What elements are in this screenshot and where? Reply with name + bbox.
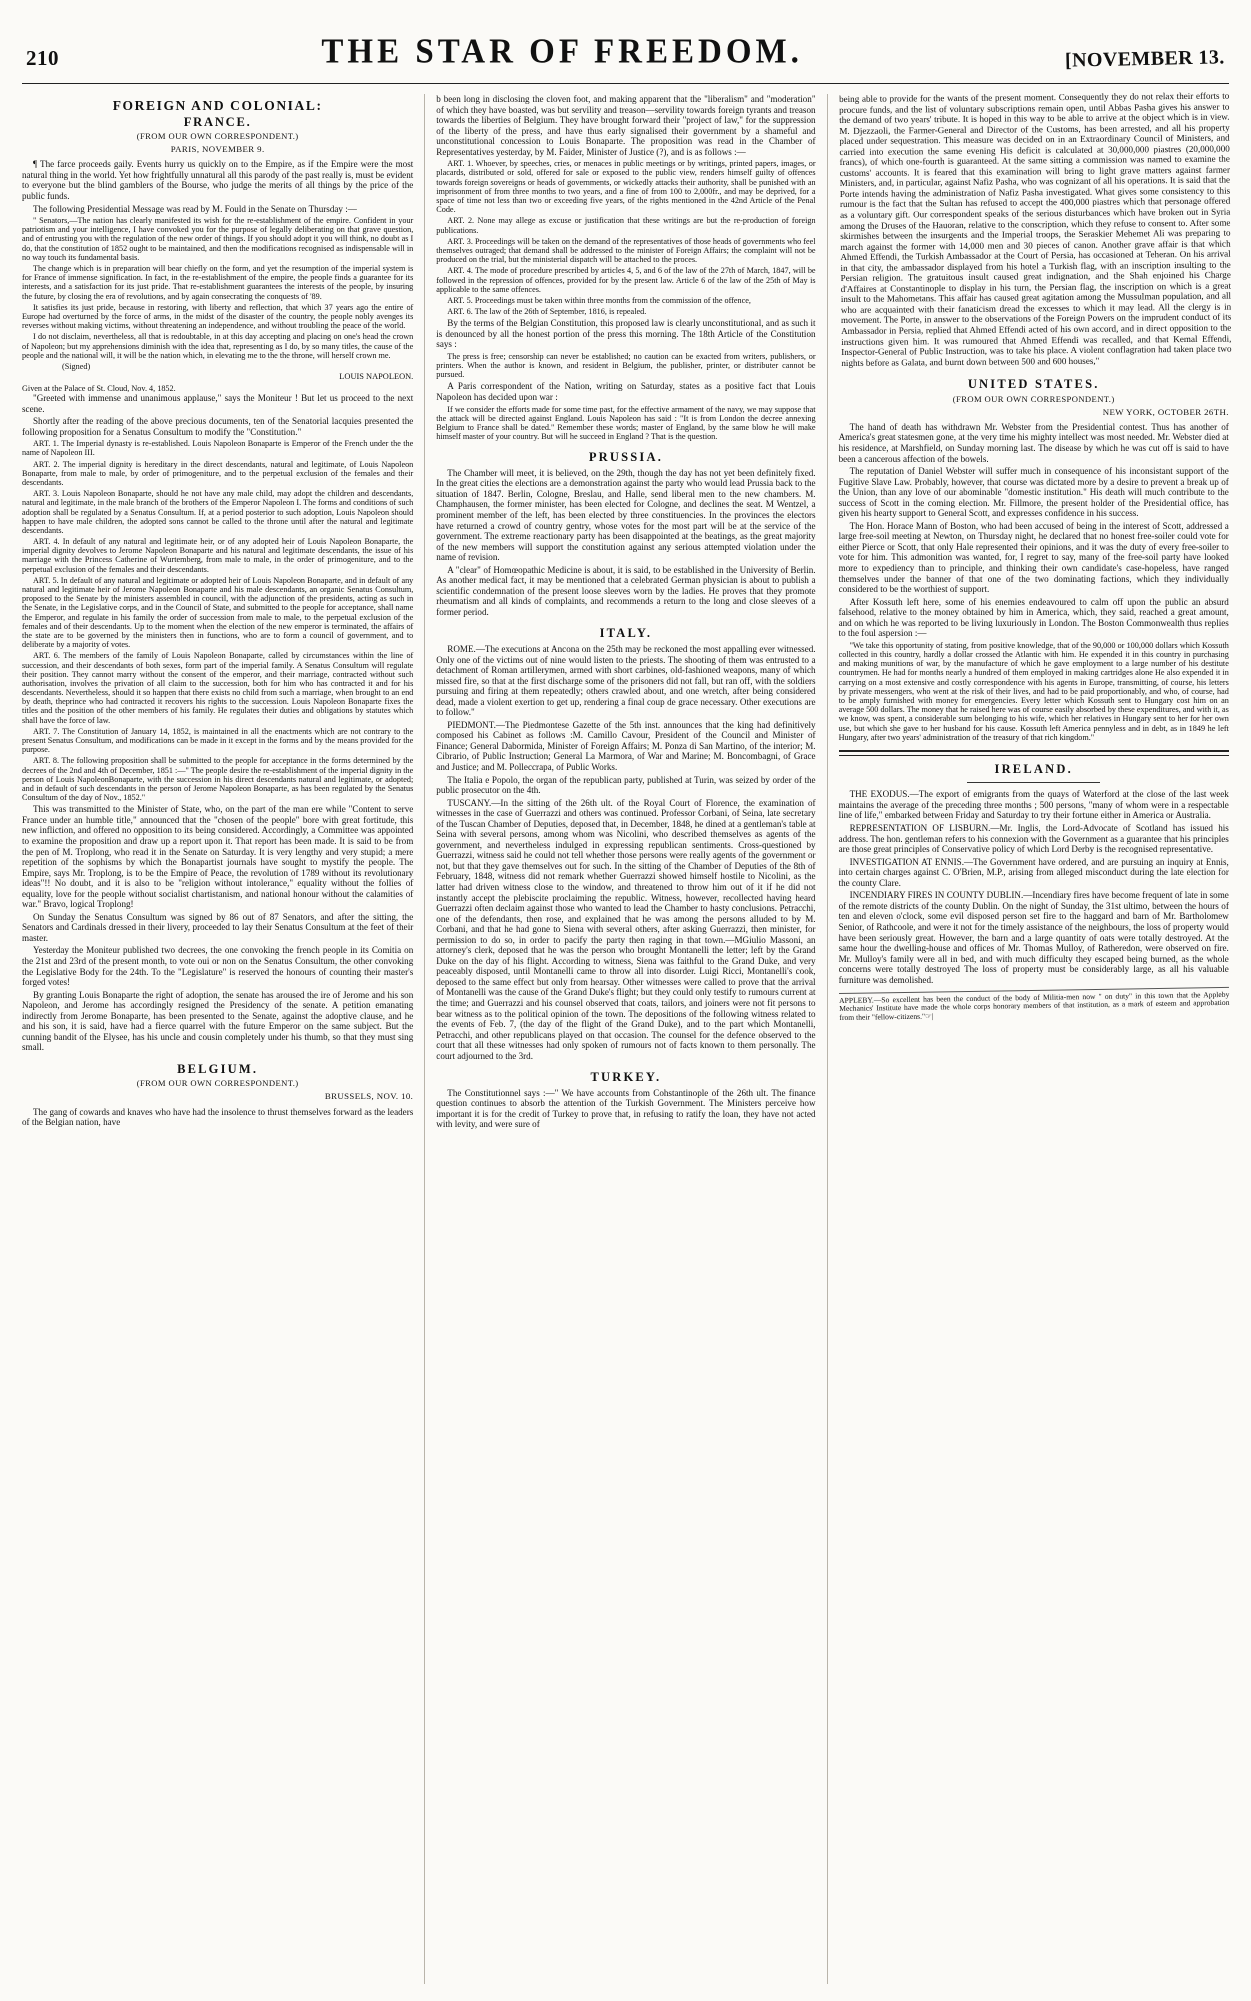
column-1 (22, 94, 424, 1984)
article-paragraph: INVESTIGATION AT ENNIS.—The Government have ordered, and are pursuing an inquiry at Ennis, into certain charges against C. O'Brien, M.P., arising from alleged misconduct during the late election for the county Clare. (838, 856, 1229, 888)
article-paragraph: THE EXODUS.—The export of emigrants from the quays of Waterford at the close of the last week maintains the average of the preceding three months ; 500 persons, "many of whom were in a respectable line of life," embarked between Friday and Saturday to try their fortune either in America or Australia. (838, 789, 1229, 821)
correspondent-note: (FROM OUR OWN CORRESPONDENT.) (952, 393, 1115, 404)
article-paragraph: I do not disclaim, nevertheless, all that is redoubtable, in at this day accepting and placing on one's head the crown of Napoleon; but my apprehensions diminish with the idea that, representing as I do, by so many titles, the cause of the people and the national will, it will be the nation which, in elevating me to the the throne, will herself crown me. (22, 332, 414, 360)
article-clause: ART. 1. The Imperial dynasty is re-established. Louis Napoleon Bonaparte is Emperor of the French under the the name of Napoleon III. (22, 439, 414, 458)
article-clause: ART. 7. The Constitution of January 14, 1852, is maintained in all the enactments which are not contrary to the present Senatus Consultum, and modifications can be made in it except in the forms and by the means provided for the purpose. (22, 726, 414, 755)
article-clause: ART. 4. In default of any natural and legitimate heir, or of any adopted heir of Louis Napoleon Bonaparte, the imperial dignity devolves to Jerome Napoleon Bonaparte and his natural and legitimate descendants, the issue of his marriage with the Princess Catherine of Wurtemberg, from male to male, in the order of primogeniture, and to the perpetual exclusion of the females and their descendants. (22, 537, 414, 574)
article-paragraph: INCENDIARY FIRES IN COUNTY DUBLIN.—Incendiary fires have become frequent of late in some of the remote districts of the county Dublin. On the night of Sunday, the 31st ultimo, between the hours of ten and eleven o'clock, some evil disposed person set fire to the haggard and barn of Mr. Bartholomew Senior, of Rathcoole, and were it not for the timely assistance of the neighbours, the loss of property would have been seriously great. However, the barn and a large quantity of oats were totally destroyed. At the same hour the dwelling-house and offices of Mr. Thomas Mulloy, of Ratheredon, were observed on fire. Mr. Mulloy's family were all in bed, and with much difficulty they escaped being burned, as the whole concerns were totally destroyed The loss of property must be considerably large, as all his valuable furniture was demolished. (838, 890, 1229, 985)
article-paragraph: ¶ The farce proceeds gaily. Events hurry us quickly on to the Empire, as if the Empire were the most natural thing in the world. Yet how frightfully unnatural all this parody of the past really is, must be evident to everyone but the blind gamblers of the Bourse, who judge the merits of all things by the price of the public funds. (22, 159, 414, 201)
article-paragraph: Shortly after the reading of the above precious documents, ten of the Senatorial lacquies presented the following proposition for a Senatus Consultum to modify the "Constitution." (22, 416, 414, 437)
dateline-paris: PARIS, NOVEMBER 9. (170, 144, 265, 155)
article-paragraph: The following Presidential Message was read by M. Fould in the Senate on Thursday :— (33, 203, 357, 214)
signature-place: Given at the Palace of St. Cloud, Nov. 4, 1852. (22, 383, 176, 393)
section-heading-belgium: BELGIUM. (177, 1061, 259, 1076)
article-paragraph: b been long in disclosing the cloven foot, and making apparent that the "liberalism" and "moderation" of which they have boasted, was but servility and treason—servility towards foreign tyrants and treason towards the liberties of Belgium. They have brought forward their "project of law," for the suppression of the liberty of the press, and have thus early signalised their government by a shameful and unconstitutional concession to Louis Bonaparte. The proposition was read in the Chamber of Representatives yesterday, by M. Faider, Minister of Justice (?), and is as follows :— (436, 94, 816, 157)
article-clause: ART. 3. Louis Napoleon Bonaparte, should he not have any male child, may adopt the children and descendants, natural and legitimate, in the male branch of the brothers of the Emperor Napoleon I. The forms and conditions of such adoption shall be regulated by a Senatus Consultum. If, at a period posterior to such adoption, Louis Napoleon should happen to have male children, the adopted sons cannot be called to the throne until after the natural and legitimate descendants. (22, 489, 414, 535)
masthead (0, 0, 1251, 77)
article-clause: ART. 6. The members of the family of Louis Napoleon Bonaparte, called by circumstances within the line of succession, and their descendants of both sexes, form part of the imperial family. A Senatus Consultum will regulate their position. They cannot marry without the consent of the emperor, and their marriage, contracted without such authorisation, involves the privation of all claim to the succession, both for him who has contracted it and for his descendants. Nevertheless, should it so happen that there exists no child from such a marriage, when brought to an end by death, theprince who had contracted it recovers his rights to the succession. Louis Napoleon Bonaparte fixes the titles and the position of the other members of his family. He regulates their duties and obligations by statutes which shall have the force of law. (22, 651, 414, 725)
article-clause: ART. 5. In default of any natural and legitimate or adopted heir of Louis Napoleon Bonaparte, and in default of any natural and legitimate heir of Jerome Napoleon Bonaparte and his male descendants, an organic Senatus Consultum, proposed to the Senate by the ministers assembled in council, with the adjunction of the presidents, acting as such in the Senate, in the Legislative corps, and in the Council of State, and submitted to the people for acceptance, shall name the Emperor, and regulate in his family the order of succession from male to male, to the perpetual exclusion of the females and of their descendants. Up to the moment when the election of the new emperor is terminated, the affairs of the state are to be governed by the ministers then in functions, who are to form a council of government, and to deliberate by a majority of votes. (22, 575, 414, 650)
article-paragraph: TUSCANY.—In the sitting of the 26th ult. of the Royal Court of Florence, the examination of witnesses in the case of Guerrazzi and others was continued. Professor Corbani, of Seina, late secretary of the Tuscan Chamber of Deputies, deposed that, in December, 1848, he dined at a gentleman's table at Seina with several persons, among whom was Nicolini, who described themselves as agents of the government, and nevertheless indulged in expressing republican sentiments. Cross-questioned by Guerrazzi, witness said he could not tell whether those persons were really agents of the government or not, but that they gave themselves out for such. In the sitting of the Chamber of Deputies of the 8th of February, 1848, witness did not remark whether Guerrazzi showed himself hostile to Nicolini, as the latter had driven witness close to the window, and threatened to throw him out of it if he did not instantly accept the plebiscite proclaiming the republic. Witness, however, recollected having heard Guerrazzi often declaim against those who wanted to lead the Chamber to hasty conclusions. Petracchi, one of the defendants, then rose, and explained that he was among the persons alluded to by M. Corbani, and that he had gone to Siena with several others, after asking Guerrazzi, then minister, for permission to do so, in order to pacify the party then raging in that town.—MGiulio Massoni, an attorney's clerk, deposed that he was the person who brought Montanelli the letter; left by the Grand Duke on the day of his flight. According to witness, Siena was faithful to the Grand Duke, and very peaceably disposed, until Montanelli came to throw all into disorder. Luigi Ricci, Montanelli's cook, deposed to the same effect but only from hearsay. Other witnesses were called to prove that the arrival of Montanelli was the cause of the Grand Duke's flight; but they could only testify to rumours current at the time; and Guerrazzi and his counsel observed that coats, tailors, and joiners were not fit persons to bear witness as to the political opinion of the town. The depositions of the following witness related to the events of Feb. 7, (the day of the flight of the Grand Duke), and to the part which Montanelli, Petracchi, and other republicans played on that occasion. The counsel for the defence observed to the court that all these witnesses had only spoken of rumours not of facts known to them personally. The court adjourned to the 3rd. (436, 797, 816, 1061)
issue-date: [NOVEMBER 13. (1065, 46, 1226, 72)
correspondent-note: (FROM OUR OWN CORRESPONDENT.) (136, 131, 299, 142)
article-paragraph: PIEDMONT.—The Piedmontese Gazette of the 5th inst. announces that the king had definitively composed his Cabinet as follows :M. Camillo Cavour, President of the Council and Minister of Finance; General Dabormida, Minister of Foreign Affairs; M. Ponza di San Martino, of the interior; M. Cibrario, of Public Instruction; General La Marmora, of War and Marine; M. Boncombagni, of Grace and Justice; and M. Polleccrapa, of Public Works. (436, 719, 816, 772)
footnote-appleby: APPLEBY.—So excellent has been the conduct of the body of Militia-men now " on duty" in this town that the Appleby Mechanics' Institute have made the whole corps honorary members of that institution, as a mark of esteem and approbation from their "fellow-citizens."☞| (839, 987, 1230, 1022)
article-paragraph: being able to provide for the wants of the present moment. Consequently they do not relax their efforts to procure funds, and the list of voluntary subscriptions remain open, until Abbas Pasha gives his answer to the demand of two years' tribute. It is hoped in this way to be able to arrive at the object which is in view. M. Djezzaoli, the Farmer-General and Director of the Customs, has been arrested, and all his property placed under sequestration. This measure was decided on in an Extraordinary Council of Ministers, and carried into execution the same evening His deficit is calculated at 30,000,000 piastres (20,000,000 francs), of which one-fourth is guaranteed. At the same sitting a commission was named to examine the customs' accounts. It is feared that this examination will bring to light grave matters against farmer Ministers, and, in particular, against Nafiz Pasha, who was cognizant of all his operations. It is said that the Porte intends having the administration of Nafiz Pasha investigated. What gives some consistency to this rumour is the fact that the Sultan has refused to accept the 400,000 piastres which that personage offered as a voluntary gift. Our correspondent speaks of the serious disturbances which have broken out in Syria among the Druses of the Hauoran, relative to the conscription, which they refuse to consent to. After some skirmishes between the insurgents and the Imperial troops, the Seraskier Mehemet Ali was preparing to march against the former with 14,000 men and 30 pieces of canon. Another grave affair is that which Ahmed Effendi, the Turkish Ambassador at the Court of Persia, has occasioned at Teheran. On his arrival in that city, the ambassador displayed from his hotel a Turkish flag, with an inscription insulting to the Persian religion. The gratuitous insult caused great indignation, and the Shah enjoined his Charge d'Affaires at Constantinople to display in his turn, the Persian flag, the inscription on which is a great insult to the Mahometans. This affair has caused great agitation among the Mussulman population, and all who are acquainted with their fanaticism dread the excesses to which it may lead. All the clergy is in movement. The Porte, in answer to the observations of the Foreign Powers on the imprudent conduct of its Ambassador in Persia, replied that Ahmed Effendi acted of his own accord, and in direct opposition to the instructions given him. It was rumoured that Ahmed Effendi was recalled, and that Kemal Effendi, Inspector-General of Public Instruction, was to take his place. A violent conflagration had taken place two nights before as Galata, and burnt down between 500 and 600 houses," (838, 90, 1232, 368)
section-divider (967, 782, 1100, 783)
article-clause: ART. 5. Proceedings must be taken within three months from the commission of the offence, (447, 295, 751, 305)
article-paragraph: After Kossuth left here, some of his enemies endeavoured to calm off upon the public an absurd falsehood, relative to the money obtained by him in America, which, they said, reached a great amount, and on which he was reported to be living luxuriously in London. The Boston Commonwealth thus replies to the foul aspersion :— (838, 596, 1229, 639)
correspondent-note: (FROM OUR OWN CORRESPONDENT.) (136, 1078, 299, 1089)
dateline-new-york: NEW YORK, OCTOBER 26TH. (1102, 406, 1229, 417)
article-paragraph: A "clear" of Homœopathic Medicine is about, it is said, to be established in the University of Berlin. As another medical fact, it may be mentioned that a celebrated German physician is about to publish a scientific condemnation of the present loose sleeves worn by the ladies. He proves that they promote rheumatism and all kinds of complaints, and recommends a return to the long and close sleeves of a former period. (436, 564, 816, 617)
section-heading-foreign: FOREIGN AND COLONIAL: (112, 98, 323, 113)
dateline-brussels: BRUSSELS, NOV. 10. (324, 1091, 414, 1102)
section-heading-united-states: UNITED STATES. (967, 377, 1100, 392)
article-clause: ART. 4. The mode of procedure prescribed by articles 4, 5, and 6 of the law of the 27th of March, 1847, will be followed in the repression of offences, provided for by the present law. Article 6 of the law of the 25th of May is applicable to the same offences. (436, 266, 816, 294)
section-heading-prussia: PRUSSIA. (588, 450, 664, 465)
signature-line: (Signed) (62, 361, 91, 371)
article-paragraph: By the terms of the Belgian Constitution, this proposed law is clearly unconstitutional, and as such it is denounced by all the honest portion of the press this morning. The 18th Article of the Constitution says : (436, 318, 816, 350)
article-paragraph: "Greeted with immense and unanimous applause," says the Moniteur ! But let us proceed to the next scene. (22, 393, 414, 414)
article-paragraph: A Paris correspondent of the Nation, writing on Saturday, states as a positive fact that Louis Napoleon has decided upon war : (436, 381, 816, 403)
article-paragraph: The Hon. Horace Mann of Boston, who had been accused of being in the interest of Scott, addressed a large free-soil meeting at Newton, on Thursday night, he declared that no honest free-soiler could vote for either Pierce or Scott, that only Hale represented their opinions, and it was the duty of every free-soiler to vote for him. This admonition was wanted, for, I regret to say, many of the free-soil party have looked more to expediency than to principle, and thinking their own candidate's case-hopeless, have ranged themselves under the banner of that one of the two dominating factions, which they individually considered to be the worthiest of support. (838, 520, 1229, 595)
article-clause: ART. 6. The law of the 26th of September, 1816, is repealed. (447, 307, 647, 317)
section-heading-ireland: IRELAND. (994, 761, 1073, 776)
article-paragraph: The Chamber will meet, it is believed, on the 29th, though the day has not yet been definitely fixed. In the great cities the elections are a demonstration against the party who would lead Prussia back to the situation of 1847. Berlin, Cologne, Breslau, and Halle, send liberal men to the new chambers. M. Champhausen, the former minister, has been elected for Cologne, and declines the seat. M Wentzel, a prominent member of the left, has been elected by three constituencies. In the provinces the electors have returned a crowd of country gentry, whose votes for the most part will be at the service of the government. The extreme reactionary party has been disappointed at the beatings, as the great majority of the new members will support the constitution against any serious attempted violation under the name of revision. (436, 467, 816, 563)
section-heading-turkey: TURKEY. (590, 1070, 662, 1085)
section-heading-italy: ITALY. (599, 626, 653, 641)
article-clause: ART. 2. The imperial dignity is hereditary in the direct descendants, natural and legitimate, of Louis Napoleon Bonaparte, from male to male, by order of primogeniture, and to the perpetual exclusion of the females and their descendants. (22, 459, 414, 487)
article-paragraph: The Italia e Popolo, the organ of the republican party, published at Turin, was seized by order of the public prosecutor on the 4th. (436, 774, 816, 796)
article-paragraph: It satisfies its just pride, because in restoring, with liberty and reflection, that which 37 years ago the entire of Europe had overturned by the force of arms, in the midst of the disaster of the country, the people nobly avenges its reverses without making victims, without threatening an independence, and without troubling the peace of the world. (22, 302, 414, 331)
article-clause: ART. 8. The following proposition shall be submitted to the people for acceptance in the forms determined by the decrees of the 2nd and 4th of December, 1851 :—" The people desire the re-establishment of the imperial dignity in the person of Louis NapoleonBonaparte, with the succession in his direct descendants natural and legitimate, or adopted; and in default of such descendants in the person of Jerome Napoleon Bonaparte, as has been regulated by the Senatus Consultum of the day of Nov., 1852." (22, 756, 414, 803)
article-paragraph: On Sunday the Senatus Consultum was signed by 86 out of 87 Senators, and after the sitting, the Senators and Cardinals dressed in their livery, proceeded to lay their Senatus Consultum at the feet of their master. (22, 911, 414, 943)
quoted-extract: "We take this opportunity of stating, from positive knowledge, that of the 90,000 or 100,000 dollars which Kossuth collected in this country, hardly a dollar crossed the Atlantic with him. He expended it in this country in purchasing and making munitions of war, by the manufacture of which he gave employment to a large number of his destitute countrymen. He had for months nearly a hundred of them employed in making cartridges alone He also expended it in carrying on a most extensive and costly correspondence with his agents in Europe, transmitting, of course, his letters by private messengers, who went at the risk of their lives, and had to be paid proportionably, and who, of course, had to be amply furnished with money for emergencies. Every letter which Kossuth sent to Hungary cost him on an average 500 dollars. The money that he raised here was of course easily absorbed by these expenditures, and with it, as we know, was spent, a considerable sum belonging to his wife, which her relatives in Hungary sent to her for her own use, but which she gave to her husband for his cause. Kossuth left America pennyless and in debt, as in 1849 he left Hungary, after two years' administration of the treasury of that rich kingdom." (838, 640, 1229, 742)
section-heading-france: FRANCE. (183, 114, 252, 129)
column-container (0, 84, 1251, 1984)
article-paragraph: The hand of death has withdrawn Mr. Webster from the Presidential contest. Thus has another of America's great statesmen gone, at the very time his mighty intellect was most needed. Mr. Webster died at his residence, at Marshfield, on Sunday morning last. The disease by which he was cut off is said to have been a cancerous affection of the bowels. (838, 421, 1229, 464)
quoted-constitution: The press is free; censorship can never be established; no caution can be exacted from writers, publishers, or printers. When the author is known, and resident in Belgium, the publisher, printer, or distributer cannot be pursued. (436, 351, 816, 380)
article-paragraph: ROME.—The executions at Ancona on the 25th may be reckoned the most appalling ever witnessed. Only one of the victims out of nine would listen to the priests. The shooting of them was entrusted to a detachment of Roman artillerymen, armed with short carbines, old-fashioned weapons, many of which missed fire, so that at the first discharge some of the prisoners did not fall, but ran off, with the soldiers pursuing and firing at them repeatedly; others crawled about, and one wretch, after being considered dead, made a violent exertion to get up, rendering a final coup de grace necessary. Other executions are to follow." (436, 643, 816, 718)
ireland-section (839, 750, 1229, 784)
article-clause: ART. 2. None may allege as excuse or justification that these writings are but the re-production of foreign publications. (436, 216, 816, 235)
article-paragraph: The reputation of Daniel Webster will suffer much in consequence of his inconsistant support of the Fugitive Slave Law. Probably, however, that course was dictated more by a desire to prevent a break up of the Union, than any love of our abominable "domestic institution." His death will much contribute to the success of Scott in the coming election. Mr. Fillmore, the present holder of the Presidential office, has given his hearty support to General Scott, and expresses confidence in his success. (838, 466, 1229, 519)
quoted-extract: If we consider the efforts made for some time past, for the effective armament of the navy, we may suppose that the attack will be directed against England. Louis Napoleon has said : "It is from London the decree annexing Belgium to France shall be dated." Remember these words; master of England, by the same blow he will make himself master of your country. But will he succeed in England ? That is the question. (436, 404, 816, 442)
signature-name: LOUIS NAPOLEON. (339, 372, 414, 382)
article-clause: ART. 3. Proceedings will be taken on the demand of the representatives of those heads of governments who feel themselves outraged; that demand shall be addressed to the minister of Foreign Affairs; the complaint will not be produced on the trial, but the ministerial dispatch will be attached to the proces. (436, 236, 816, 265)
section-rule (839, 750, 1229, 756)
article-paragraph: " Senators,—The nation has clearly manifested its wish for the re-establishment of the empire. Confident in your patriotism and your intelligence, I have convoked you for the purpose of legally deliberating on that grave question, and of entrusting you with the regulation of the new order of things. If you should adopt it you will think, no doubt as I do, that the constitution of 1852 ought to be maintained, and then the modifications recognised as indispensable will in no way touch its fundamental basis. (22, 216, 414, 262)
article-paragraph: This was transmitted to the Minister of State, who, on the part of the man ere while "Content to serve France under an humble title," announced that the "chosen of the people" bore with great fortitude, this new infliction, and offered no opposition to its being considered. Accordingly, a Committee was appointed to examine the proposition and draw up a report upon it. That report has been made. It is said to be from the pen of M. Troplong, who read it in the Senate on Saturday. It is very lengthy and very stupid; a mere repetition of the sophisms by which the Bonapartist journals have sought to mystify the people. The Empire, says Mr. Troplong, is to be the Empire of Peace, the revolution of 1789 without its revolutionary ideas"!! No doubt, and it is also to be "religion without intolerance," equality without the follies of equality, love for the people without socialist chartistanism, and national honour without the calamities of war." Bravo, logical Troplong! (22, 804, 414, 910)
article-paragraph: The gang of cowards and knaves who have had the insolence to thrust themselves forward as the leaders of the Belgian nation, have (22, 1106, 414, 1128)
article-paragraph: The Constitutionnel says :—" We have accounts from Cohstantinople of the 26th ult. The finance question continues to absorb the attention of the Turkish Government. The Ministers perceive how important it is for the credit of Turkey to prove that, in refusing to ratify the loan, they have not acted with levity, and were sure of (436, 1087, 816, 1130)
column-3 (827, 90, 1232, 1984)
article-paragraph: The change which is in preparation will bear chiefly on the form, and yet the resumption of the imperial system is for France of immense signification. In fact, in the re-establishment of the empire, the people finds a guarantee for its interests, and a satisfaction for its just pride. That re-establishment guarantees the interests of the people, by insuring the future, by closing the era of revolutions, and by again consecrating the conquests of '89. (22, 264, 414, 301)
article-paragraph: Yesterday the Moniteur published two decrees, the one convoking the french people in its Comitia on the 21st and 23rd of the present month, to vote oui or non on the Senatus Consultum, the other convoking the Legislative Body for the 24th. To the "Legislature" is reserved the honours of counting their master's forged votes! (22, 945, 414, 988)
article-paragraph: REPRESENTATION OF LISBURN.—Mr. Inglis, the Lord-Advocate of Scotland has issued his address. The hon. gentleman refers to his connexion with the Government as a guarantee that his principles are those great principles of Conservative policy of which Lord Derby is the recognised representative. (838, 823, 1229, 855)
page-number: 210 (26, 46, 59, 70)
article-clause: ART. 1. Whoever, by speeches, cries, or menaces in public meetings or by writings, printed papers, images, or placards, distributed or sold, offered for sale or exposed to the public view, renders himself guilty of offences towards foreign sovereigns or heads of governments, or wickedly attacks their authority, shall be punished with an imprisonment of from three months to two years, and a fine of from 100 to 2,000fr., and may be deprived, for a space of time not less than two or exceeding five years, of the rights mentioned in the 42nd Article of the Penal Code. (436, 159, 816, 215)
newspaper-title: THE STAR OF FREEDOM. (321, 33, 803, 71)
article-paragraph: By granting Louis Bonaparte the right of adoption, the senate has aroused the ire of Jerome and his son Napoleon, and Jerome has accordingly resigned the Presidency of the senate. A petition emanating indirectly from Jerome Bonaparte, has been presented to the Senate, against the adoptive clause, and he and his son, it is said, have had a fierce quarrel with the future Emperor on the same subject. But the cunning bandit of the Elysee, has his uncle and cousin completely under his thumb, so that they must sing small. (22, 989, 414, 1053)
column-2 (424, 94, 826, 1984)
